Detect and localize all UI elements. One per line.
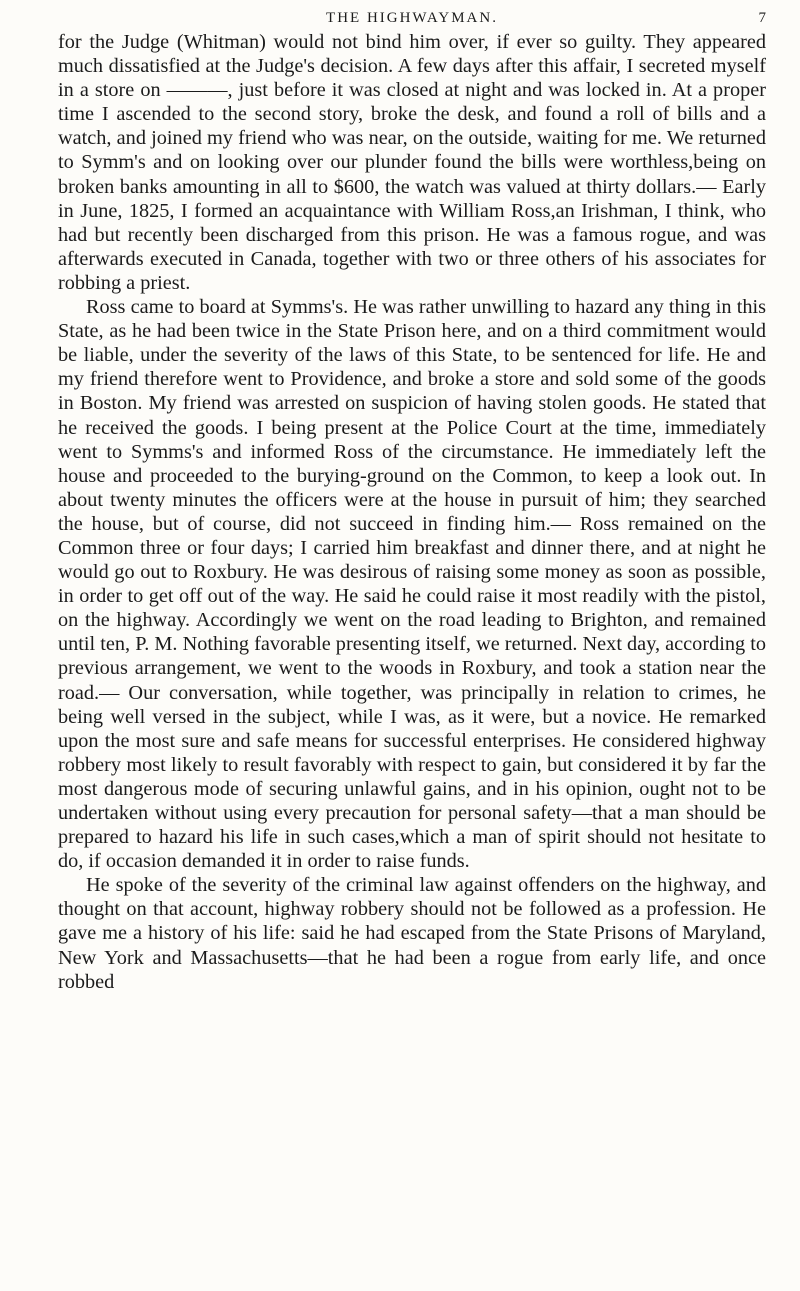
paragraph: Ross came to board at Symms's. He was rather unwilling to hazard any thing in this State, as he had been twice in the State Prison here, and on a third commitment would be liable, under the severity of the laws of this State, to be sentenced for life. He and my friend therefore went to Providence, and broke a store and sold some of the goods in Boston. My friend was arrested on suspicion of having stolen goods. He stated that he received the goods. I being present at the Police Court at the time, immediately went to Symms's and informed Ross of the circumstance. He immediately left the house and proceeded to the burying-ground on the Common, to keep a look out. In about twenty minutes the officers were at the house in pursuit of him; they searched the house, but of course, did not succeed in finding him.— Ross remained on the Common three or four days; I carried him breakfast and dinner there, and at night he would go out to Roxbury. He was desirous of raising some money as soon as possible, in order to get off out of the way. He said he could raise it most readily with the pistol, on the highway. Accordingly we went on the road leading to Brighton, and remained until ten, P. M. Nothing favorable presenting itself, we returned. Next day, according to previous arrangement, we went to the woods in Roxbury, and took a station near the road.— Our conversation, while together, was principally in relation to crimes, he being well versed in the subject, while I was, as it were, but a novice. He remarked upon the most sure and safe means for successful enterprises. He considered highway robbery most likely to result favorably with respect to gain, but considered it by far the most dangerous mode of securing unlawful gains, and in his opinion, ought not to be undertaken without using every precaution for personal safety—that a man should be prepared to hazard his life in such cases,which a man of spirit should not hesitate to do, if occasion demanded it in order to raise funds. <box>58 296 766 873</box>
page-number: 7 <box>758 10 766 26</box>
paragraph: He spoke of the severity of the criminal law against offenders on the highway, and thought on that account, highway robbery should not be followed as a profession. He gave me a history of his life: said he had escaped from the State Prisons of Maryland, New York and Massachusetts—that he had been a rogue from early life, and once robbed <box>58 874 766 993</box>
running-head-title: THE HIGHWAYMAN. <box>326 10 498 26</box>
running-head <box>58 10 766 32</box>
paragraph-continued: for the Judge (Whitman) would not bind him over, if ever so guilty. They appeared much dissatisfied at the Judge's decision. A few days after this affair, I secreted myself in a store on ———, just before it was closed at night and was locked in. At a proper time I ascended to the second story, broke the desk, and found a roll of bills and a watch, and joined my friend who was near, on the outside, waiting for me. We returned to Symm's and on looking over our plunder found the bills were worthless,being on broken banks amounting in all to $600, the watch was valued at thirty dollars.— Early in June, 1825, I formed an acquaintance with William Ross,an Irishman, I think, who had but recently been discharged from this prison. He was a famous rogue, and was afterwards executed in Canada, together with two or three others of his associates for robbing a priest. <box>58 31 766 294</box>
body-text <box>58 30 766 994</box>
